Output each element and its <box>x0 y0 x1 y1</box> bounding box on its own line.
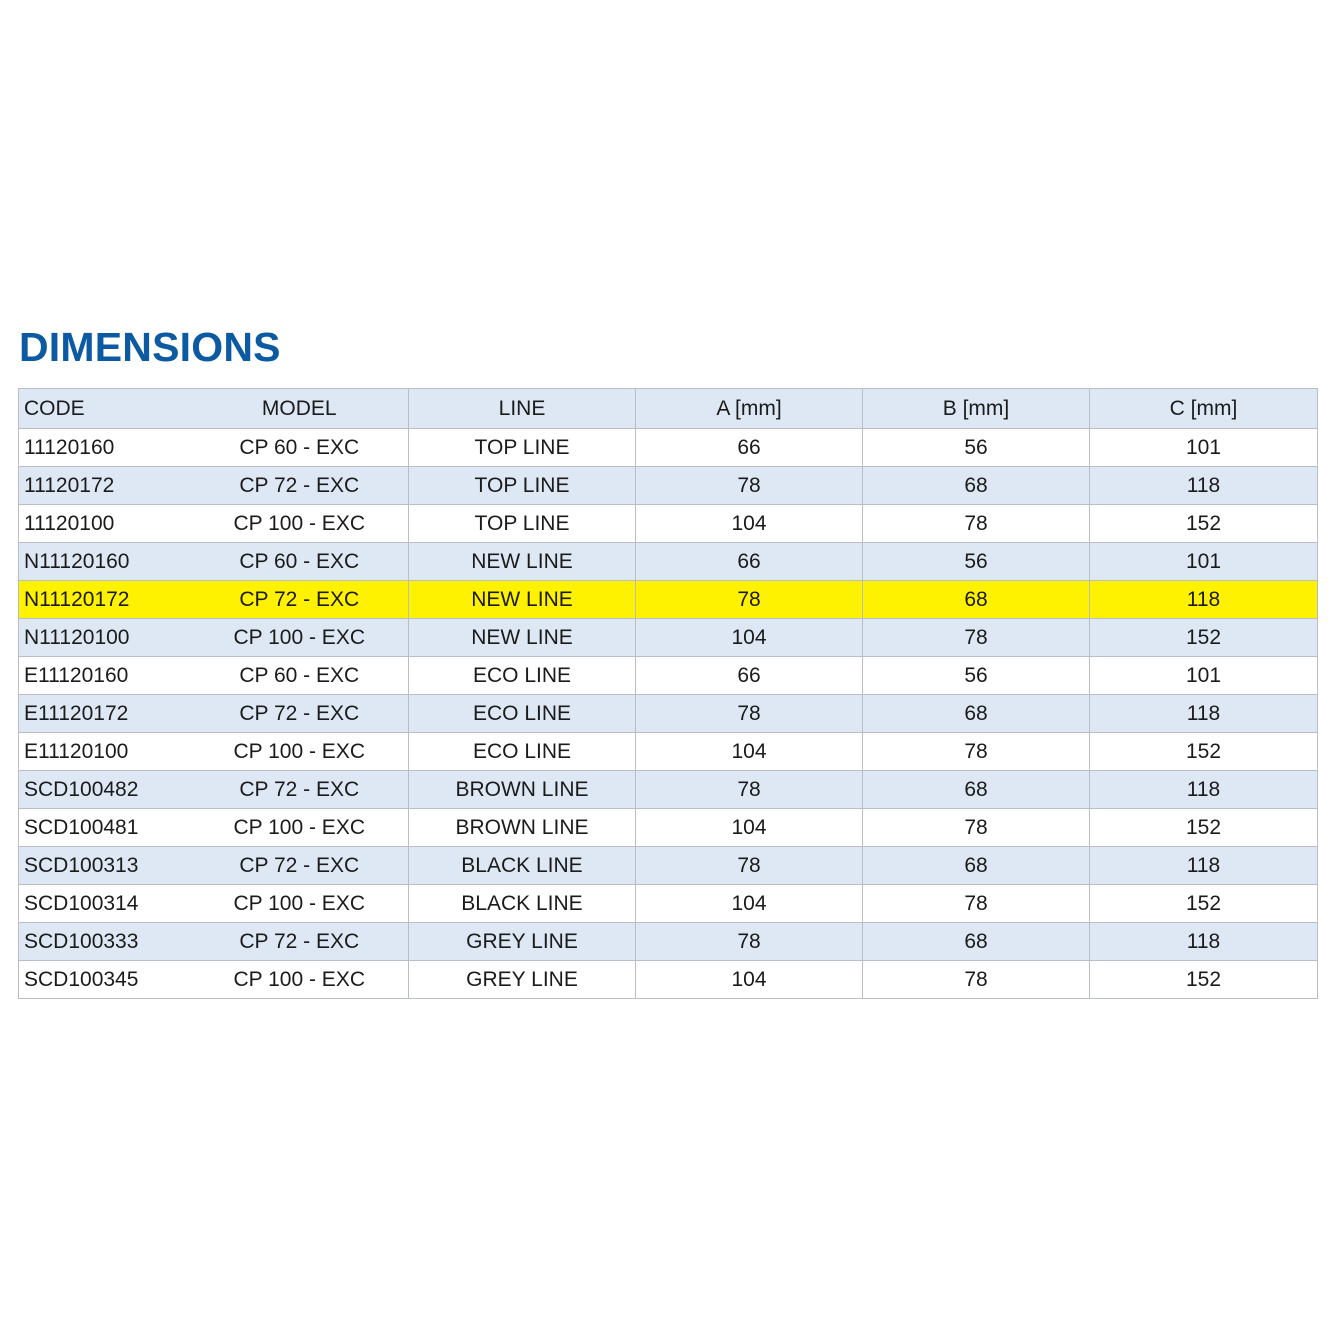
table-row <box>19 467 1318 505</box>
table-row <box>19 733 1318 771</box>
cell-line: TOP LINE <box>409 429 636 467</box>
cell-c-mm: 101 <box>1090 429 1318 467</box>
cell-code: N11120160 <box>19 543 191 581</box>
header-a-mm: A [mm] <box>636 389 863 429</box>
cell-b-mm: 56 <box>863 429 1090 467</box>
cell-a-mm: 104 <box>636 885 863 923</box>
cell-model: CP 72 - EXC <box>191 923 409 961</box>
cell-line: ECO LINE <box>409 695 636 733</box>
cell-line: NEW LINE <box>409 581 636 619</box>
cell-model: CP 100 - EXC <box>191 619 409 657</box>
cell-model: CP 60 - EXC <box>191 657 409 695</box>
cell-code: SCD100482 <box>19 771 191 809</box>
cell-b-mm: 68 <box>863 695 1090 733</box>
cell-code: SCD100333 <box>19 923 191 961</box>
cell-b-mm: 56 <box>863 657 1090 695</box>
cell-line: BROWN LINE <box>409 809 636 847</box>
page-title: DIMENSIONS <box>19 324 281 370</box>
cell-b-mm: 68 <box>863 581 1090 619</box>
cell-c-mm: 118 <box>1090 847 1318 885</box>
table-row-highlighted <box>19 581 1318 619</box>
table-row <box>19 429 1318 467</box>
cell-line: ECO LINE <box>409 733 636 771</box>
cell-model: CP 100 - EXC <box>191 885 409 923</box>
cell-line: BLACK LINE <box>409 847 636 885</box>
cell-line: GREY LINE <box>409 961 636 999</box>
cell-a-mm: 66 <box>636 657 863 695</box>
cell-b-mm: 56 <box>863 543 1090 581</box>
table-row <box>19 619 1318 657</box>
table-row <box>19 695 1318 733</box>
cell-model: CP 60 - EXC <box>191 429 409 467</box>
cell-c-mm: 152 <box>1090 733 1318 771</box>
cell-line: BROWN LINE <box>409 771 636 809</box>
table-row <box>19 923 1318 961</box>
cell-c-mm: 152 <box>1090 885 1318 923</box>
cell-line: ECO LINE <box>409 657 636 695</box>
cell-line: TOP LINE <box>409 505 636 543</box>
cell-a-mm: 78 <box>636 923 863 961</box>
cell-code: N11120172 <box>19 581 191 619</box>
header-line: LINE <box>409 389 636 429</box>
cell-c-mm: 118 <box>1090 467 1318 505</box>
table-row <box>19 505 1318 543</box>
cell-code: E11120160 <box>19 657 191 695</box>
cell-code: SCD100481 <box>19 809 191 847</box>
table-row <box>19 809 1318 847</box>
table-row <box>19 847 1318 885</box>
cell-a-mm: 66 <box>636 429 863 467</box>
cell-line: NEW LINE <box>409 619 636 657</box>
cell-c-mm: 101 <box>1090 657 1318 695</box>
cell-model: CP 72 - EXC <box>191 581 409 619</box>
cell-code: E11120100 <box>19 733 191 771</box>
cell-c-mm: 118 <box>1090 581 1318 619</box>
cell-line: BLACK LINE <box>409 885 636 923</box>
cell-b-mm: 68 <box>863 847 1090 885</box>
cell-model: CP 100 - EXC <box>191 809 409 847</box>
cell-b-mm: 78 <box>863 505 1090 543</box>
cell-a-mm: 78 <box>636 771 863 809</box>
cell-a-mm: 78 <box>636 581 863 619</box>
cell-a-mm: 104 <box>636 619 863 657</box>
cell-line: GREY LINE <box>409 923 636 961</box>
header-c-mm: C [mm] <box>1090 389 1318 429</box>
cell-model: CP 72 - EXC <box>191 467 409 505</box>
cell-b-mm: 78 <box>863 885 1090 923</box>
cell-b-mm: 68 <box>863 467 1090 505</box>
cell-c-mm: 152 <box>1090 505 1318 543</box>
cell-code: 11120160 <box>19 429 191 467</box>
cell-a-mm: 78 <box>636 467 863 505</box>
dimensions-table <box>18 388 1318 999</box>
cell-code: SCD100314 <box>19 885 191 923</box>
cell-c-mm: 118 <box>1090 695 1318 733</box>
table-row <box>19 657 1318 695</box>
cell-a-mm: 104 <box>636 733 863 771</box>
cell-b-mm: 78 <box>863 809 1090 847</box>
cell-b-mm: 68 <box>863 923 1090 961</box>
cell-code: 11120100 <box>19 505 191 543</box>
header-model: MODEL <box>191 389 409 429</box>
cell-a-mm: 104 <box>636 961 863 999</box>
cell-model: CP 72 - EXC <box>191 847 409 885</box>
cell-b-mm: 78 <box>863 733 1090 771</box>
cell-model: CP 72 - EXC <box>191 771 409 809</box>
cell-code: 11120172 <box>19 467 191 505</box>
table-row <box>19 543 1318 581</box>
cell-a-mm: 104 <box>636 809 863 847</box>
table-row <box>19 961 1318 999</box>
cell-a-mm: 78 <box>636 847 863 885</box>
cell-model: CP 60 - EXC <box>191 543 409 581</box>
table-header-row <box>19 389 1318 429</box>
table-row <box>19 771 1318 809</box>
cell-a-mm: 66 <box>636 543 863 581</box>
cell-line: TOP LINE <box>409 467 636 505</box>
cell-c-mm: 152 <box>1090 619 1318 657</box>
cell-c-mm: 152 <box>1090 809 1318 847</box>
cell-b-mm: 78 <box>863 961 1090 999</box>
table-body <box>19 429 1318 999</box>
cell-model: CP 100 - EXC <box>191 733 409 771</box>
cell-code: E11120172 <box>19 695 191 733</box>
header-b-mm: B [mm] <box>863 389 1090 429</box>
cell-model: CP 100 - EXC <box>191 505 409 543</box>
cell-code: SCD100313 <box>19 847 191 885</box>
cell-model: CP 72 - EXC <box>191 695 409 733</box>
table-row <box>19 885 1318 923</box>
cell-a-mm: 78 <box>636 695 863 733</box>
cell-c-mm: 101 <box>1090 543 1318 581</box>
cell-c-mm: 118 <box>1090 771 1318 809</box>
cell-b-mm: 68 <box>863 771 1090 809</box>
cell-b-mm: 78 <box>863 619 1090 657</box>
cell-a-mm: 104 <box>636 505 863 543</box>
header-code: CODE <box>19 389 191 429</box>
cell-line: NEW LINE <box>409 543 636 581</box>
cell-c-mm: 118 <box>1090 923 1318 961</box>
cell-c-mm: 152 <box>1090 961 1318 999</box>
cell-code: SCD100345 <box>19 961 191 999</box>
cell-code: N11120100 <box>19 619 191 657</box>
cell-model: CP 100 - EXC <box>191 961 409 999</box>
